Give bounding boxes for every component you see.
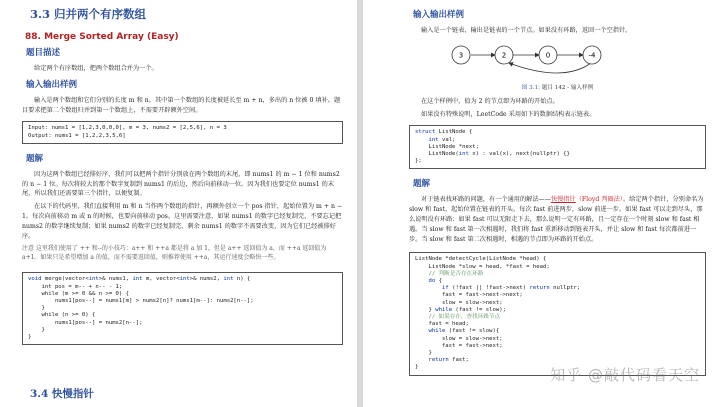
code-line: nums1[pos--] = nums2[n--]; — [28, 319, 143, 326]
code-line: } — [28, 305, 45, 312]
code-line: int pos = m-- + n-- - 1; — [28, 283, 123, 290]
code-line: nums1[pos--] = nums1[m] > nums2[n]? nums1[m--]: nums2[n--]; — [28, 297, 254, 304]
code-line: ListNode *next; — [415, 143, 479, 150]
solution-rest: 。给定两个指针，分别命名为 slow 和 fast，起始位置在链表的开头。每次 fast 前进两步，slow 前进一步。如果 fast 可以走到尽头，那么说明没有环路；如果 fast 可以无限走下去，那么说明一定有环路，且一定存在一个时刻 slow 和 fast 相遇。当 slow 和 fast 第一次相遇时，我们将 fast 重新移动到链表开头，并让 slow 和 fast 每次都前进一步。当 slow 和 fast 第二次相遇时，相遇的节点即为环路的开始点。 — [409, 196, 704, 243]
fast-slow-pointer-link[interactable]: 快慢指针 — [550, 196, 576, 204]
heading-description: 题目描述 — [26, 48, 61, 58]
heading-io: 输入输出样例 — [413, 10, 465, 20]
io-text: 输入是两个数组和它们分别的长度 m 和 n。其中第一个数组的长度被延长至 m + n，多出的 n 位被 0 填补。题目要求把第二个数组归并到第一个数组上，不需要开辟额外空间。 — [22, 96, 341, 114]
code-line: while (fast != slow){ — [428, 328, 500, 335]
code-line: fast = fast->next; — [415, 342, 503, 349]
code-line: ListNode *slow = head, *fast = head; — [415, 263, 550, 270]
code-line: } — [28, 334, 32, 340]
code-line: Input: nums1 = [1,2,3,0,0,0], m = 3, nums2 = [2,5,6], n = 3 — [28, 125, 227, 132]
solution-prefix: 对于链表找环路的问题，有一个通用的解法—— — [421, 196, 551, 204]
code-line: } — [415, 364, 419, 371]
code-line: fast = head; — [415, 321, 469, 328]
code-line: }; — [415, 158, 422, 165]
cycle-arrow — [509, 63, 591, 73]
io-text: 输入是一个链表，输出是链表的一个节点。如果没有环路，返回一个空指针。 — [421, 27, 632, 34]
note — [22, 244, 343, 262]
node-label: 2 — [501, 51, 507, 60]
code-line: } — [415, 350, 432, 357]
figure-label: 图 3.1: — [521, 84, 540, 91]
section-title: 3.3 归并两个有序数组 — [30, 7, 147, 21]
node-label: 3 — [458, 51, 464, 60]
heading-solution: 题解 — [413, 179, 431, 190]
example-paragraph-1: 在这个样例中，值为 2 的节点即为环路的开始点。 — [421, 97, 559, 105]
description-text: 给定两个有序数组，把两个数组合并为一个。 — [34, 65, 158, 72]
code-comment: // 如果存在，查找环路节点 — [415, 314, 501, 321]
right-page — [363, 0, 720, 407]
watermark: 知乎 @敲代码看天空 — [550, 366, 700, 384]
code-line: } while (fast != slow); — [415, 306, 506, 313]
note-text: 注意 这里我们使用了 ++ 和--的小技巧：a++ 和 ++a 都是将 a 加 1，但是 a++ 返回值为 a，而 ++a 返回值为 a+1。如果只是希望增加 a 的值，而不需要返回值，则推荐使用 ++a，其运行速度会略快一些。 — [22, 245, 327, 262]
code-line: } — [28, 326, 45, 333]
code-line: slow = slow->next; — [415, 299, 503, 306]
linked-list-diagram — [423, 39, 673, 81]
code-line: ListNode *detectCycle(ListNode *head) { — [415, 256, 547, 263]
merge-code-box — [22, 272, 343, 345]
solution-paragraph-2: 在以下的代码里，我们直接利用 m 和 n 当作两个数组的指针，再额外创立一个 pos 指针，起始位置为 m + n − 1。每次向前移动 m 或 n 的时候，也要向前移动 pos。这里需要注意，如果 nums1 的数字已经复制完，不要忘记把 nums2 的数字继续复制；如果 nums2 的数字已经复制完，剩余 nums1 的数字不需要改变，因为它们已经被排好序。 — [22, 203, 343, 240]
code-line: do { — [428, 278, 442, 284]
solution-paragraph-1: 因为这两个数组已经排好序，我们可以把两个指针分别放在两个数组的末尾，即 nums1 的 m − 1 位和 nums2 的 n − 1 位。每次将较大的那个数字复制到 nums1 的后边，然后向前移动一位。因为我们也要定位 nums1 的末尾，所以我们还需要第三个指针，以便复制。 — [22, 170, 340, 198]
code-line: fast = fast->next->next; — [415, 292, 523, 299]
io-code-box — [22, 121, 343, 143]
node-label: -4 — [588, 51, 596, 60]
heading-io: 输入输出样例 — [26, 79, 78, 90]
node-label: 0 — [545, 51, 551, 60]
heading-solution: 题解 — [26, 153, 44, 164]
example-paragraph-2: 如果没有特殊说明，LeetCode 采用如下的数据结构表示链表。 — [421, 110, 596, 118]
code-line: void merge(vector<int>& nums1, int m, vector<int>& nums2, int n) { — [28, 276, 251, 283]
struct-code-box — [409, 125, 706, 169]
detect-cycle-code-box — [409, 252, 706, 375]
left-page — [0, 0, 357, 407]
code-line: slow = slow->next; — [415, 335, 503, 342]
code-line: while (m >= 0 && n >= 0) { — [28, 290, 130, 297]
solution-paragraph — [409, 195, 706, 244]
code-line: if (!fast || !fast->next) return nullptr; — [441, 285, 581, 292]
code-line: int val; — [428, 136, 456, 143]
figure-caption-text: 题目 142 - 输入样例 — [541, 84, 594, 91]
code-comment: // 判断是否存在环路 — [415, 270, 484, 277]
code-line: ListNode(int x) : val(x), next(nullptr) {} — [415, 151, 570, 157]
figure-caption — [409, 83, 706, 91]
code-line: return fast; — [428, 357, 469, 364]
next-section-title: 3.4 快慢指针 — [30, 388, 94, 400]
problem-title: 88. Merge Sorted Array (Easy) — [25, 32, 179, 42]
code-line: Output: nums1 = [1,2,2,3,5,6] — [28, 132, 126, 139]
floyd-annotation: （Floyd 判圈法） — [575, 196, 623, 204]
code-line: struct ListNode { — [415, 129, 473, 136]
code-line: while (n >= 0) { — [28, 312, 96, 319]
